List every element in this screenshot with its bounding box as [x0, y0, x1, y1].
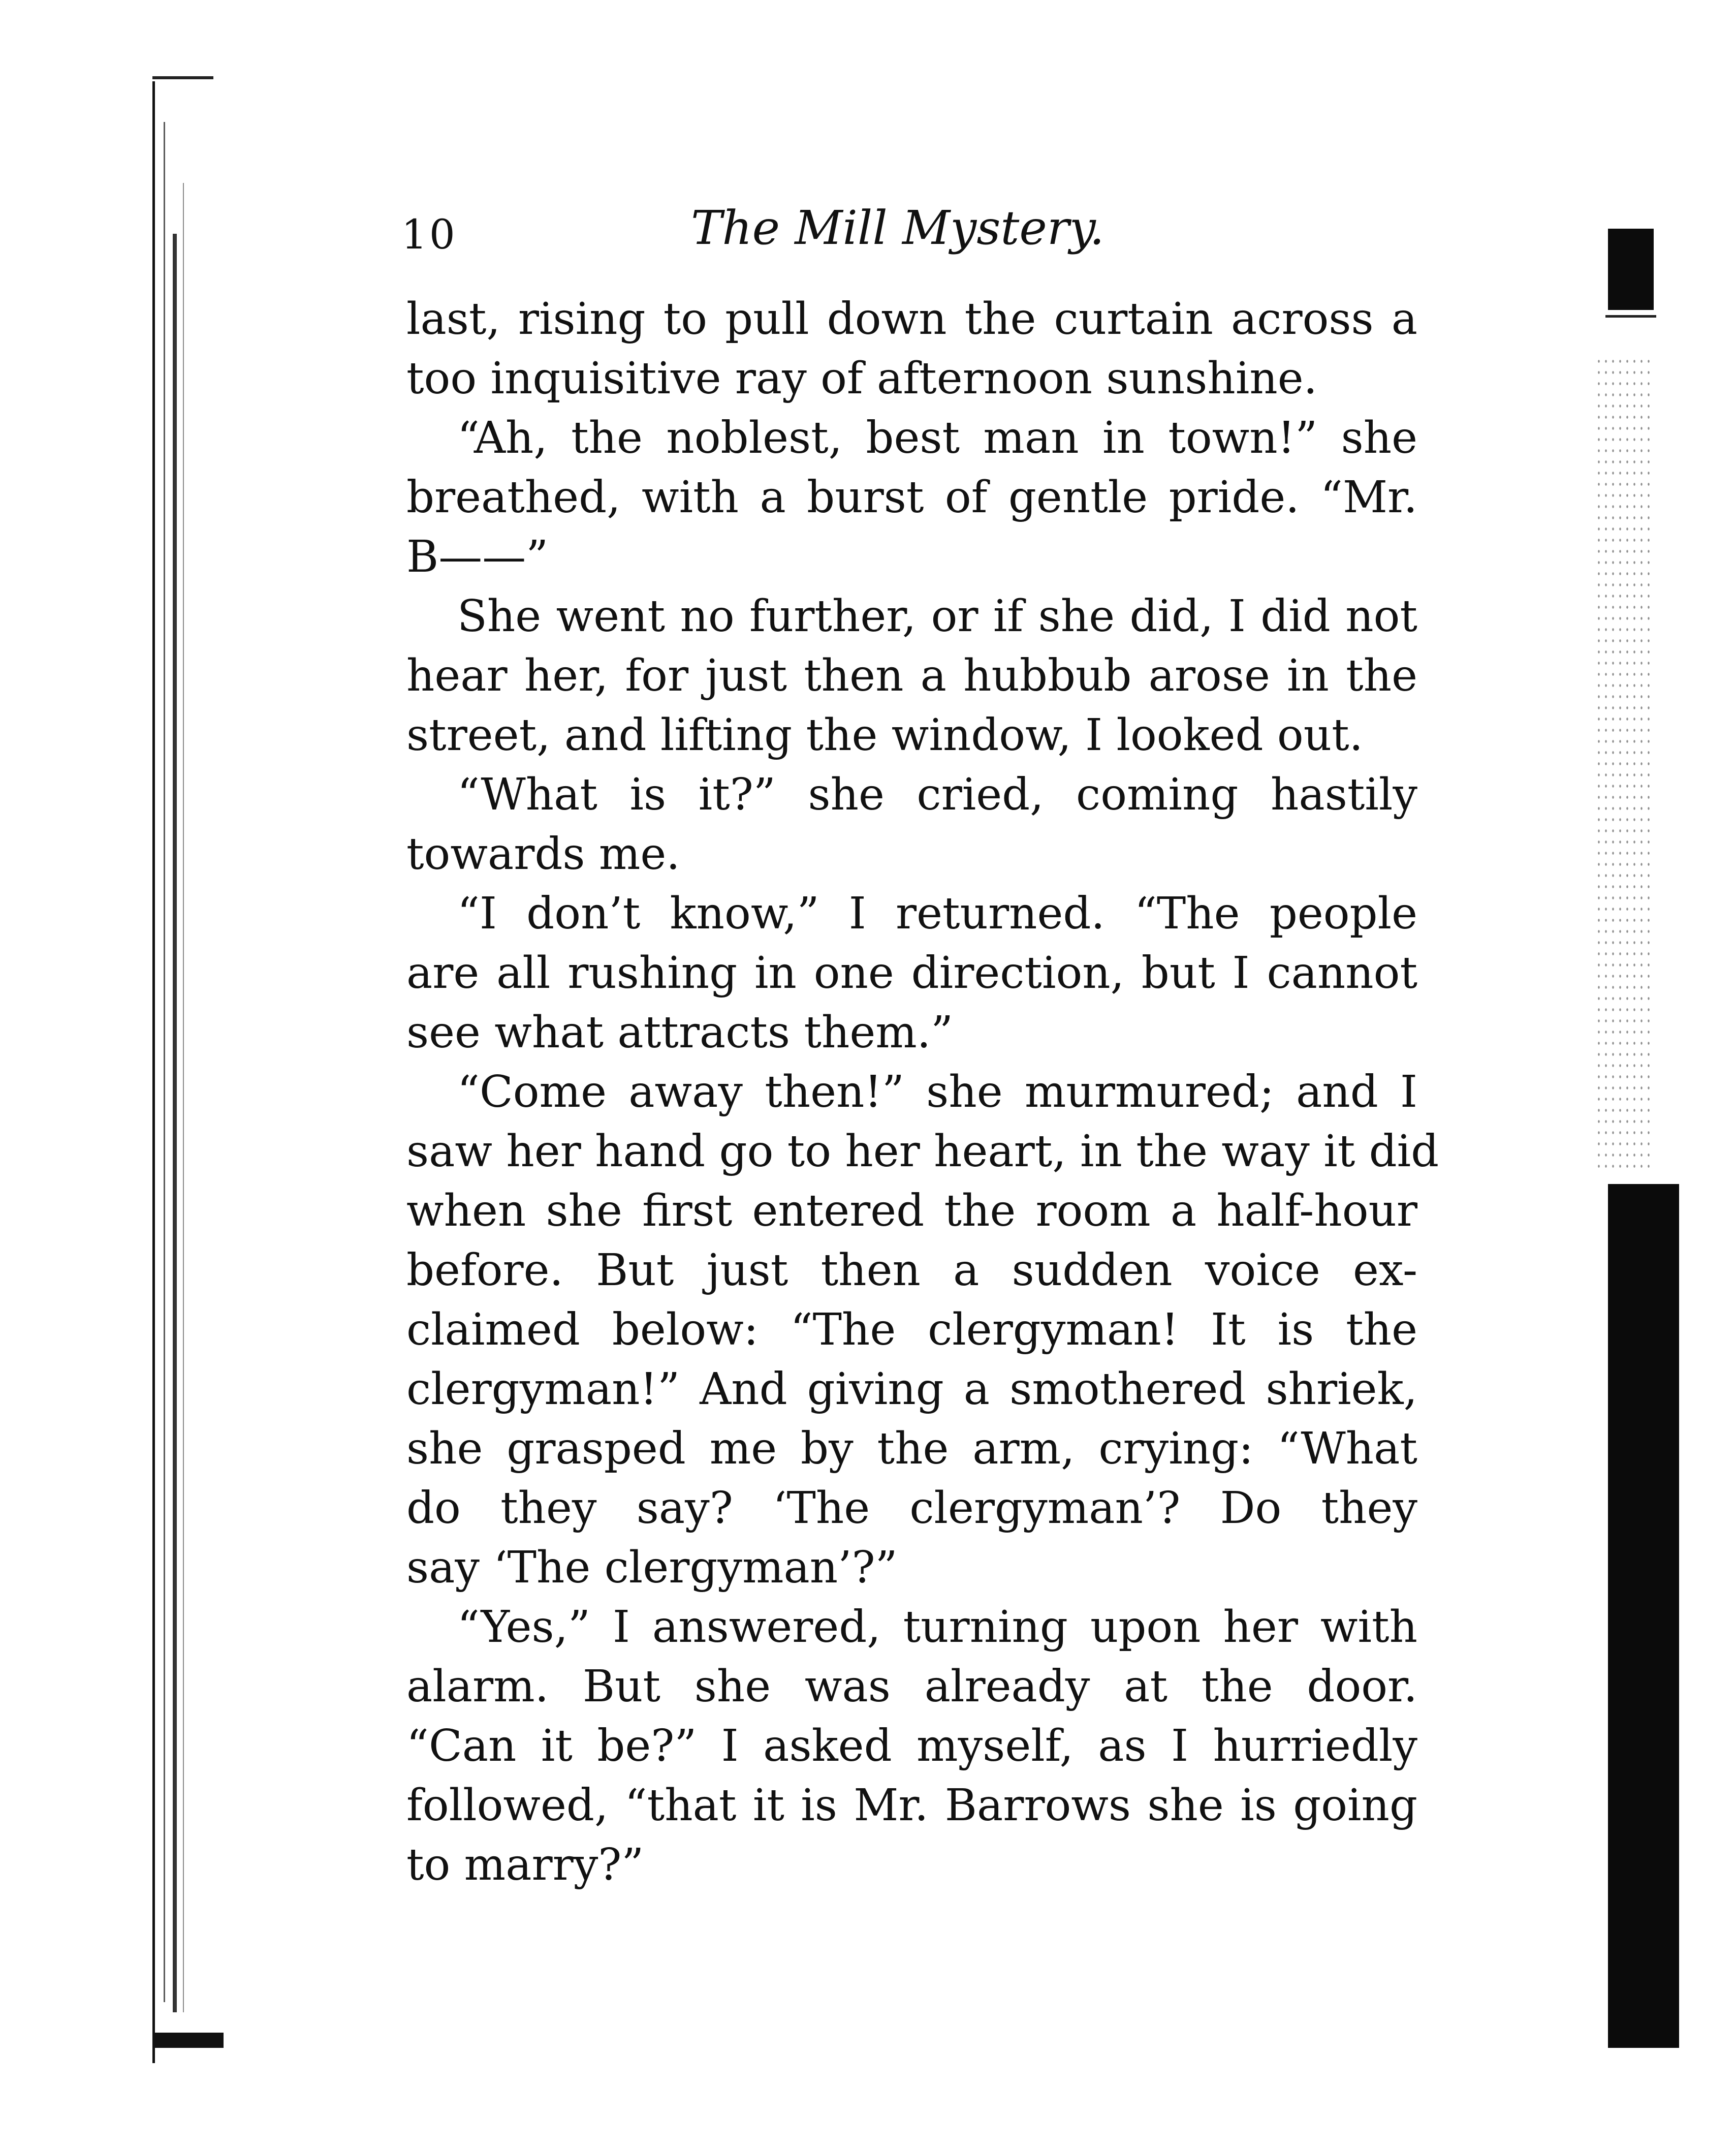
scan-binding-edge — [152, 81, 213, 2063]
text-line: saw her hand go to her heart, in the way it did — [406, 1126, 1439, 1177]
text-line: too inquisitive ray of afternoon sunshine. — [406, 353, 1317, 404]
text-line: are all rushing in one direction, but I cannot — [406, 948, 1417, 999]
text-line: say ‘The clergyman’?” — [406, 1542, 898, 1593]
text-line: “Can it be?” I asked myself, as I hurriedly — [406, 1721, 1417, 1771]
text-line: hear her, for just then a hubbub arose in the — [406, 650, 1417, 701]
text-line: She went no further, or if she did, I did not — [457, 591, 1417, 642]
text-line: she grasped me by the arm, crying: “What — [406, 1423, 1417, 1474]
text-line: to marry?” — [406, 1840, 644, 1890]
text-line: clergyman!” And giving a smothered shriek, — [406, 1364, 1417, 1415]
text-line: when she first entered the room a half-hour — [406, 1186, 1417, 1236]
text-line: B——” — [406, 532, 549, 582]
text-line: “Come away then!” she murmured; and I — [457, 1067, 1417, 1117]
scan-bottom-noise — [163, 2038, 1600, 2041]
page-number: 10 — [401, 211, 457, 258]
text-line: alarm. But she was already at the door. — [406, 1661, 1417, 1712]
text-line: “Yes,” I answered, turning upon her with — [457, 1602, 1417, 1653]
text-line: followed, “that it is Mr. Barrows she is going — [406, 1780, 1417, 1831]
text-line: breathed, with a burst of gentle pride. “Mr. — [406, 472, 1417, 523]
text-line: see what attracts them.” — [406, 1007, 954, 1058]
text-line: do they say? ‘The clergyman’? Do they — [406, 1483, 1417, 1534]
scan-shadow-bottom — [1608, 1184, 1679, 2048]
text-line: “Ah, the noblest, best man in town!” she — [457, 413, 1417, 463]
text-line: “What is it?” she cried, coming hastily — [457, 769, 1417, 820]
text-line: before. But just then a sudden voice ex- — [406, 1245, 1417, 1296]
running-title: The Mill Mystery. — [691, 201, 1104, 255]
text-line: last, rising to pull down the curtain across a — [406, 294, 1417, 345]
running-header — [401, 201, 1113, 262]
text-line: towards me. — [406, 829, 680, 880]
text-line: “I don’t know,” I returned. “The people — [457, 888, 1417, 939]
text-line: claimed below: “The clergyman! It is the — [406, 1304, 1417, 1355]
scan-shadow-top — [1608, 229, 1654, 310]
page-body — [406, 290, 1439, 1895]
scan-rule — [1605, 315, 1656, 318]
scan-edge-corner — [152, 76, 213, 79]
scan-speckle — [1595, 356, 1651, 1169]
text-line: street, and lifting the window, I looked out. — [406, 710, 1363, 761]
